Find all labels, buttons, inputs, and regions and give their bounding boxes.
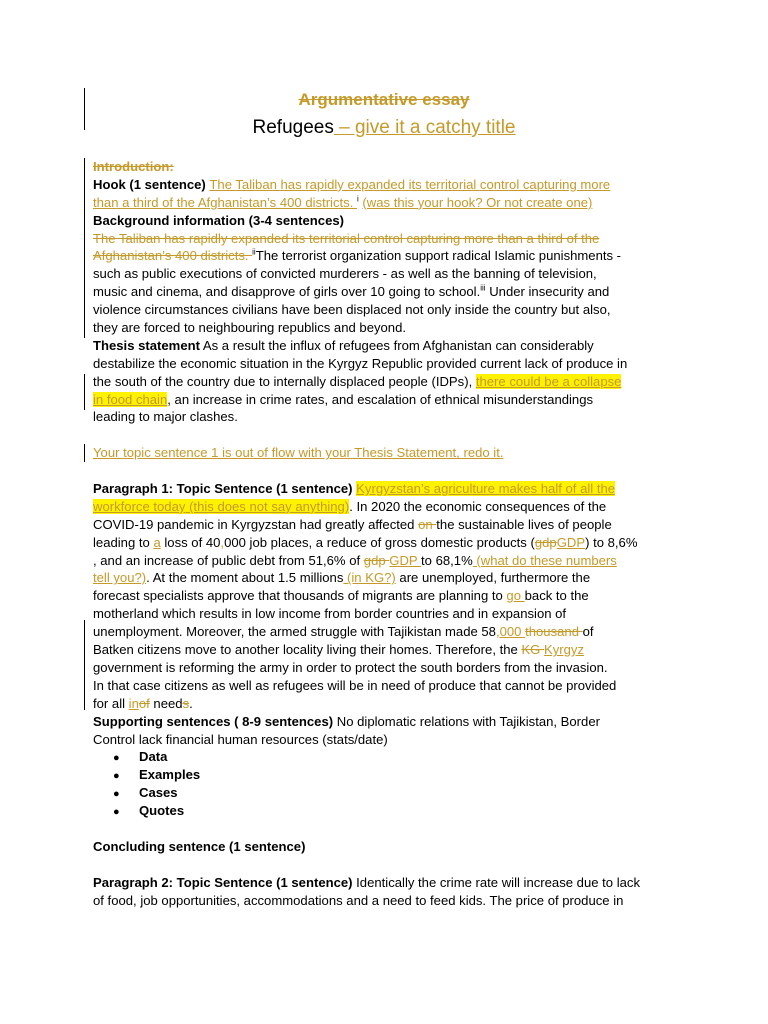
background-line: Afghanistan’s 400 districts. $^{ii}$The terrorist organization support radical Islamic punishments - <box>93 248 622 264</box>
footnote-ref: i <box>356 194 359 204</box>
hook-line: Hook (1 sentence) The Taliban has rapidly expanded its territorial control capturing more <box>93 176 611 192</box>
subtitle-comment: – give it a catchy title <box>333 117 516 138</box>
bullet-icon: ● <box>113 752 120 765</box>
paragraph-1-line: forecast specialists approve that thousands of migrants are planning to go back to the <box>93 588 589 604</box>
thesis-line: in food chain, an increase in crime rates, and escalation of ethnical misunderstandings <box>93 391 594 407</box>
list-item: ● Examples <box>93 766 683 784</box>
change-bar <box>84 374 85 410</box>
highlighted-text: workforce today <box>93 498 186 514</box>
concluding-heading: Concluding sentence (1 sentence) <box>93 838 306 854</box>
bullet-icon: ● <box>113 770 120 783</box>
change-bar <box>84 620 85 710</box>
background-line: such as public executions of convicted murderers - as well as the banning of television, <box>93 266 597 282</box>
paragraph-1-line: In that case citizens as well as refugees will be in need of produce that cannot be provided <box>93 677 617 693</box>
background-line: they are forced to neighbouring republics and beyond. <box>93 320 407 336</box>
document-subtitle <box>0 117 768 139</box>
background-line: music and cinema, and disapprove of girls over 10 going to school.$^{iii}$ Under insecurity and <box>93 283 610 300</box>
review-comment: (this does not say anything) <box>185 498 350 514</box>
subtitle-main: Refugees <box>252 117 334 138</box>
supporting-line: Supporting sentences ( 8-9 sentences) No diplomatic relations with Tajikistan, Border <box>93 713 600 729</box>
review-comment: (what do these numbers <box>472 552 617 568</box>
list-item: ● Quotes <box>93 802 683 820</box>
review-comment: Your topic sentence 1 is out of flow with your Thesis Statement, redo it. <box>93 445 504 461</box>
thesis-line: the south of the country due to internally displaced people (IDPs), there could be a collapse <box>93 373 622 389</box>
paragraph-1-line: unemployment. Moreover, the armed struggle with Tajikistan made 58,000 thousand of <box>93 624 594 640</box>
footnote-ref: iii <box>480 283 486 293</box>
list-item: ● Cases <box>93 784 683 802</box>
paragraph-1-line: government is reforming the army in order to protect the south borders from the invasion. <box>93 659 608 675</box>
paragraph-1-line: Batken citizens move to another locality living their homes. Therefore, the KG Kyrgyz <box>93 642 585 658</box>
intro-heading: Introduction: <box>93 159 174 174</box>
paragraph-1-line: leading to a loss of 40,000 job places, a reduce of gross domestic products (gdpGDP) to 8,6% <box>93 534 638 550</box>
thesis-line: destabilize the economic situation in the Kyrgyz Republic provided current lack of produce in <box>93 355 628 371</box>
paragraph-1-line: Paragraph 1: Topic Sentence (1 sentence) Kyrgyzstan’s agriculture makes half of all the <box>93 481 616 497</box>
highlighted-text: there could be a collapse <box>475 373 622 389</box>
paragraph-1-line: workforce today (this does not say anything). In 2020 the economic consequences of the <box>93 498 607 514</box>
list-item: ● Data <box>93 748 683 766</box>
thesis-line: leading to major clashes. <box>93 409 238 425</box>
bullet-icon: ● <box>113 788 120 801</box>
background-line: The Taliban has rapidly expanded its territorial control capturing more than a third of the <box>93 230 600 246</box>
review-comment: tell you?) <box>93 570 147 586</box>
change-bar <box>84 444 85 462</box>
paragraph-1-line: , and an increase of public debt from 51,6% of gdp GDP to 68,1% (what do these numbers <box>93 552 617 568</box>
supporting-line: Control lack financial human resources (stats/date) <box>93 731 388 747</box>
highlighted-text: Kyrgyzstan’s agriculture makes half of all the <box>356 481 616 497</box>
background-heading: Background information (3-4 sentences) <box>93 212 345 228</box>
paragraph-1-line: COVID-19 pandemic in Kyrgyzstan had greatly affected on the sustainable lives of people <box>93 516 612 532</box>
change-bar <box>84 158 85 338</box>
thesis-line: Thesis statement As a result the influx of refugees from Afghanistan can considerably <box>93 337 594 353</box>
background-line: violence circumstances civilians have been displaced not only inside the country but also, <box>93 302 611 318</box>
highlighted-text: in food chain <box>93 391 168 407</box>
document-title: Argumentative essay <box>298 90 470 109</box>
paragraph-2-line: of food, job opportunities, accommodations and a need to feed kids. The price of produce in <box>93 892 624 908</box>
paragraph-2-line: Paragraph 2: Topic Sentence (1 sentence) Identically the crime rate will increase due to lack <box>93 874 640 890</box>
paragraph-1-line: motherland which results in low income from border countries and in expansion of <box>93 606 567 622</box>
paragraph-1-line: tell you?). At the moment about 1.5 millions (in KG?) are unemployed, furthermore the <box>93 570 591 586</box>
paragraph-1-line: for all inof needs. <box>93 695 193 711</box>
essay-body <box>93 158 683 909</box>
hook-line: than a third of the Afghanistan’s 400 districts. $^i$ (was this your hook? Or not create one) <box>93 194 593 210</box>
bullet-icon: ● <box>113 806 120 819</box>
footnote-ref: ii <box>252 248 256 258</box>
review-comment: (was this your hook? Or not create one) <box>362 194 593 210</box>
